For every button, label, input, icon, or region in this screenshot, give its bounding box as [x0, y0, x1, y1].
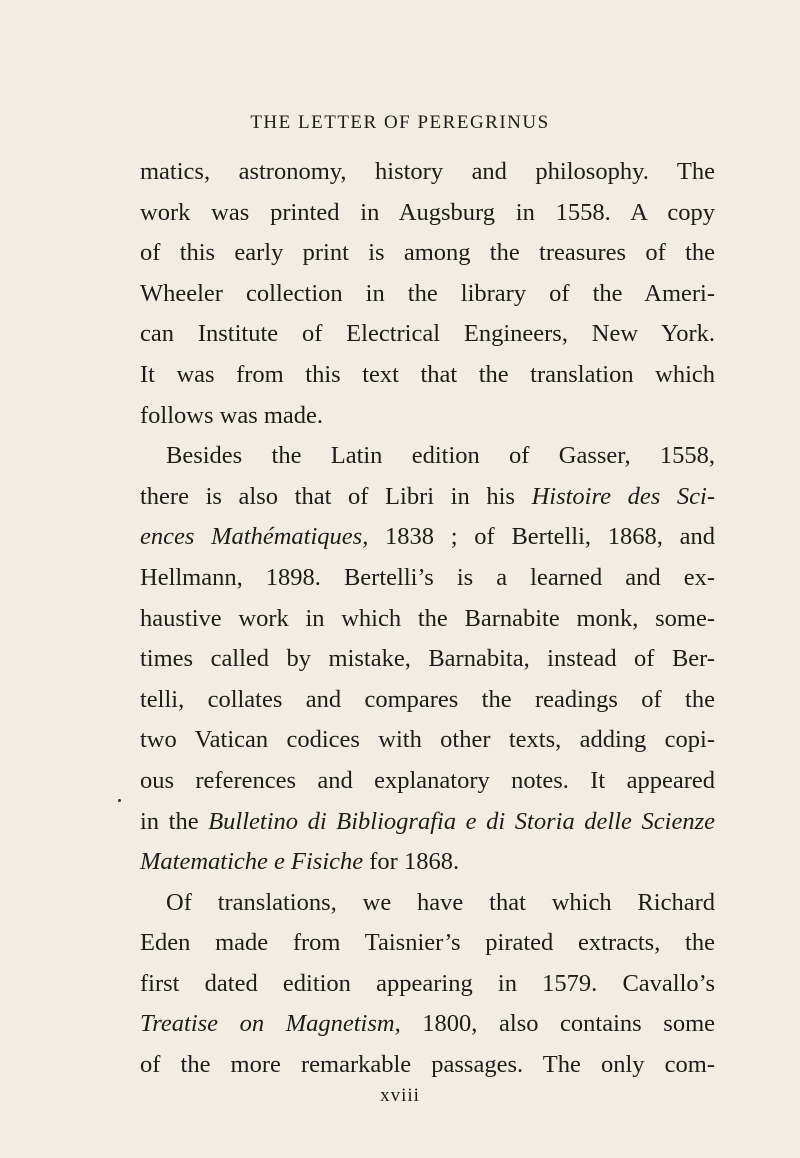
- page-number: xviii: [380, 1085, 420, 1106]
- text-line-22-roman: 1800, also contains some: [400, 1010, 716, 1038]
- text-line-10: [140, 517, 715, 558]
- text-line-3: of this early print is among the treasures of the: [140, 239, 715, 267]
- text-line-12: haustive work in which the Barnabite monk, some-: [140, 604, 715, 632]
- text-line-20: Eden made from Taisnier’s pirated extracts, the: [140, 929, 715, 957]
- text-line-9: [140, 477, 715, 518]
- text-line-14: telli, collates and compares the readings of the: [140, 685, 715, 713]
- text-line-6: It was from this text that the translation which: [140, 360, 715, 388]
- text-line-16: ous references and explanatory notes. It appeared: [140, 766, 715, 794]
- text-line-7: follows was made.: [140, 401, 324, 429]
- text-line-17-roman: in the: [140, 807, 209, 835]
- text-line-18: [140, 842, 715, 883]
- text-line-1: matics, astronomy, history and philosophy. The: [140, 158, 715, 185]
- text-line-10-roman: 1838 ; of Bertelli, 1868, and: [368, 523, 715, 551]
- text-line-19: Of translations, we have that which Richard: [166, 888, 715, 916]
- running-head: THE LETTER OF PEREGRINUS: [250, 112, 550, 133]
- body-text: [140, 152, 715, 1086]
- text-line-17: [140, 802, 715, 843]
- margin-mark: [118, 799, 121, 802]
- text-line-13: times called by mistake, Barnabita, instead of Ber-: [140, 645, 715, 673]
- text-line-10-italic: ences Mathématiques,: [140, 523, 369, 551]
- text-line-8: Besides the Latin edition of Gasser, 1558,: [166, 442, 715, 470]
- text-line-21: first dated edition appearing in 1579. Cavallo’s: [140, 969, 715, 997]
- text-line-4: Wheeler collection in the library of the Ameri-: [140, 279, 715, 307]
- text-line-18-roman: for 1868.: [363, 848, 460, 876]
- text-line-11: Hellmann, 1898. Bertelli’s is a learned and ex-: [140, 563, 715, 591]
- text-line-5: can Institute of Electrical Engineers, New York.: [140, 320, 715, 348]
- text-line-17-italic: Bulletino di Bibliografia e di Storia delle Scienze: [208, 807, 715, 835]
- text-line-2: work was printed in Augsburg in 1558. A copy: [140, 198, 715, 226]
- text-line-18-italic: Matematiche e Fisiche: [140, 848, 364, 876]
- text-line-23: of the more remarkable passages. The only com-: [140, 1051, 715, 1079]
- text-line-15: two Vatican codices with other texts, adding copi-: [140, 726, 715, 754]
- text-line-9-roman: there is also that of Libri in his: [140, 482, 532, 510]
- text-line-9-italic: Histoire des Sci-: [531, 482, 715, 510]
- text-line-22: [140, 1004, 715, 1045]
- text-line-22-italic: Treatise on Magnetism,: [140, 1010, 401, 1038]
